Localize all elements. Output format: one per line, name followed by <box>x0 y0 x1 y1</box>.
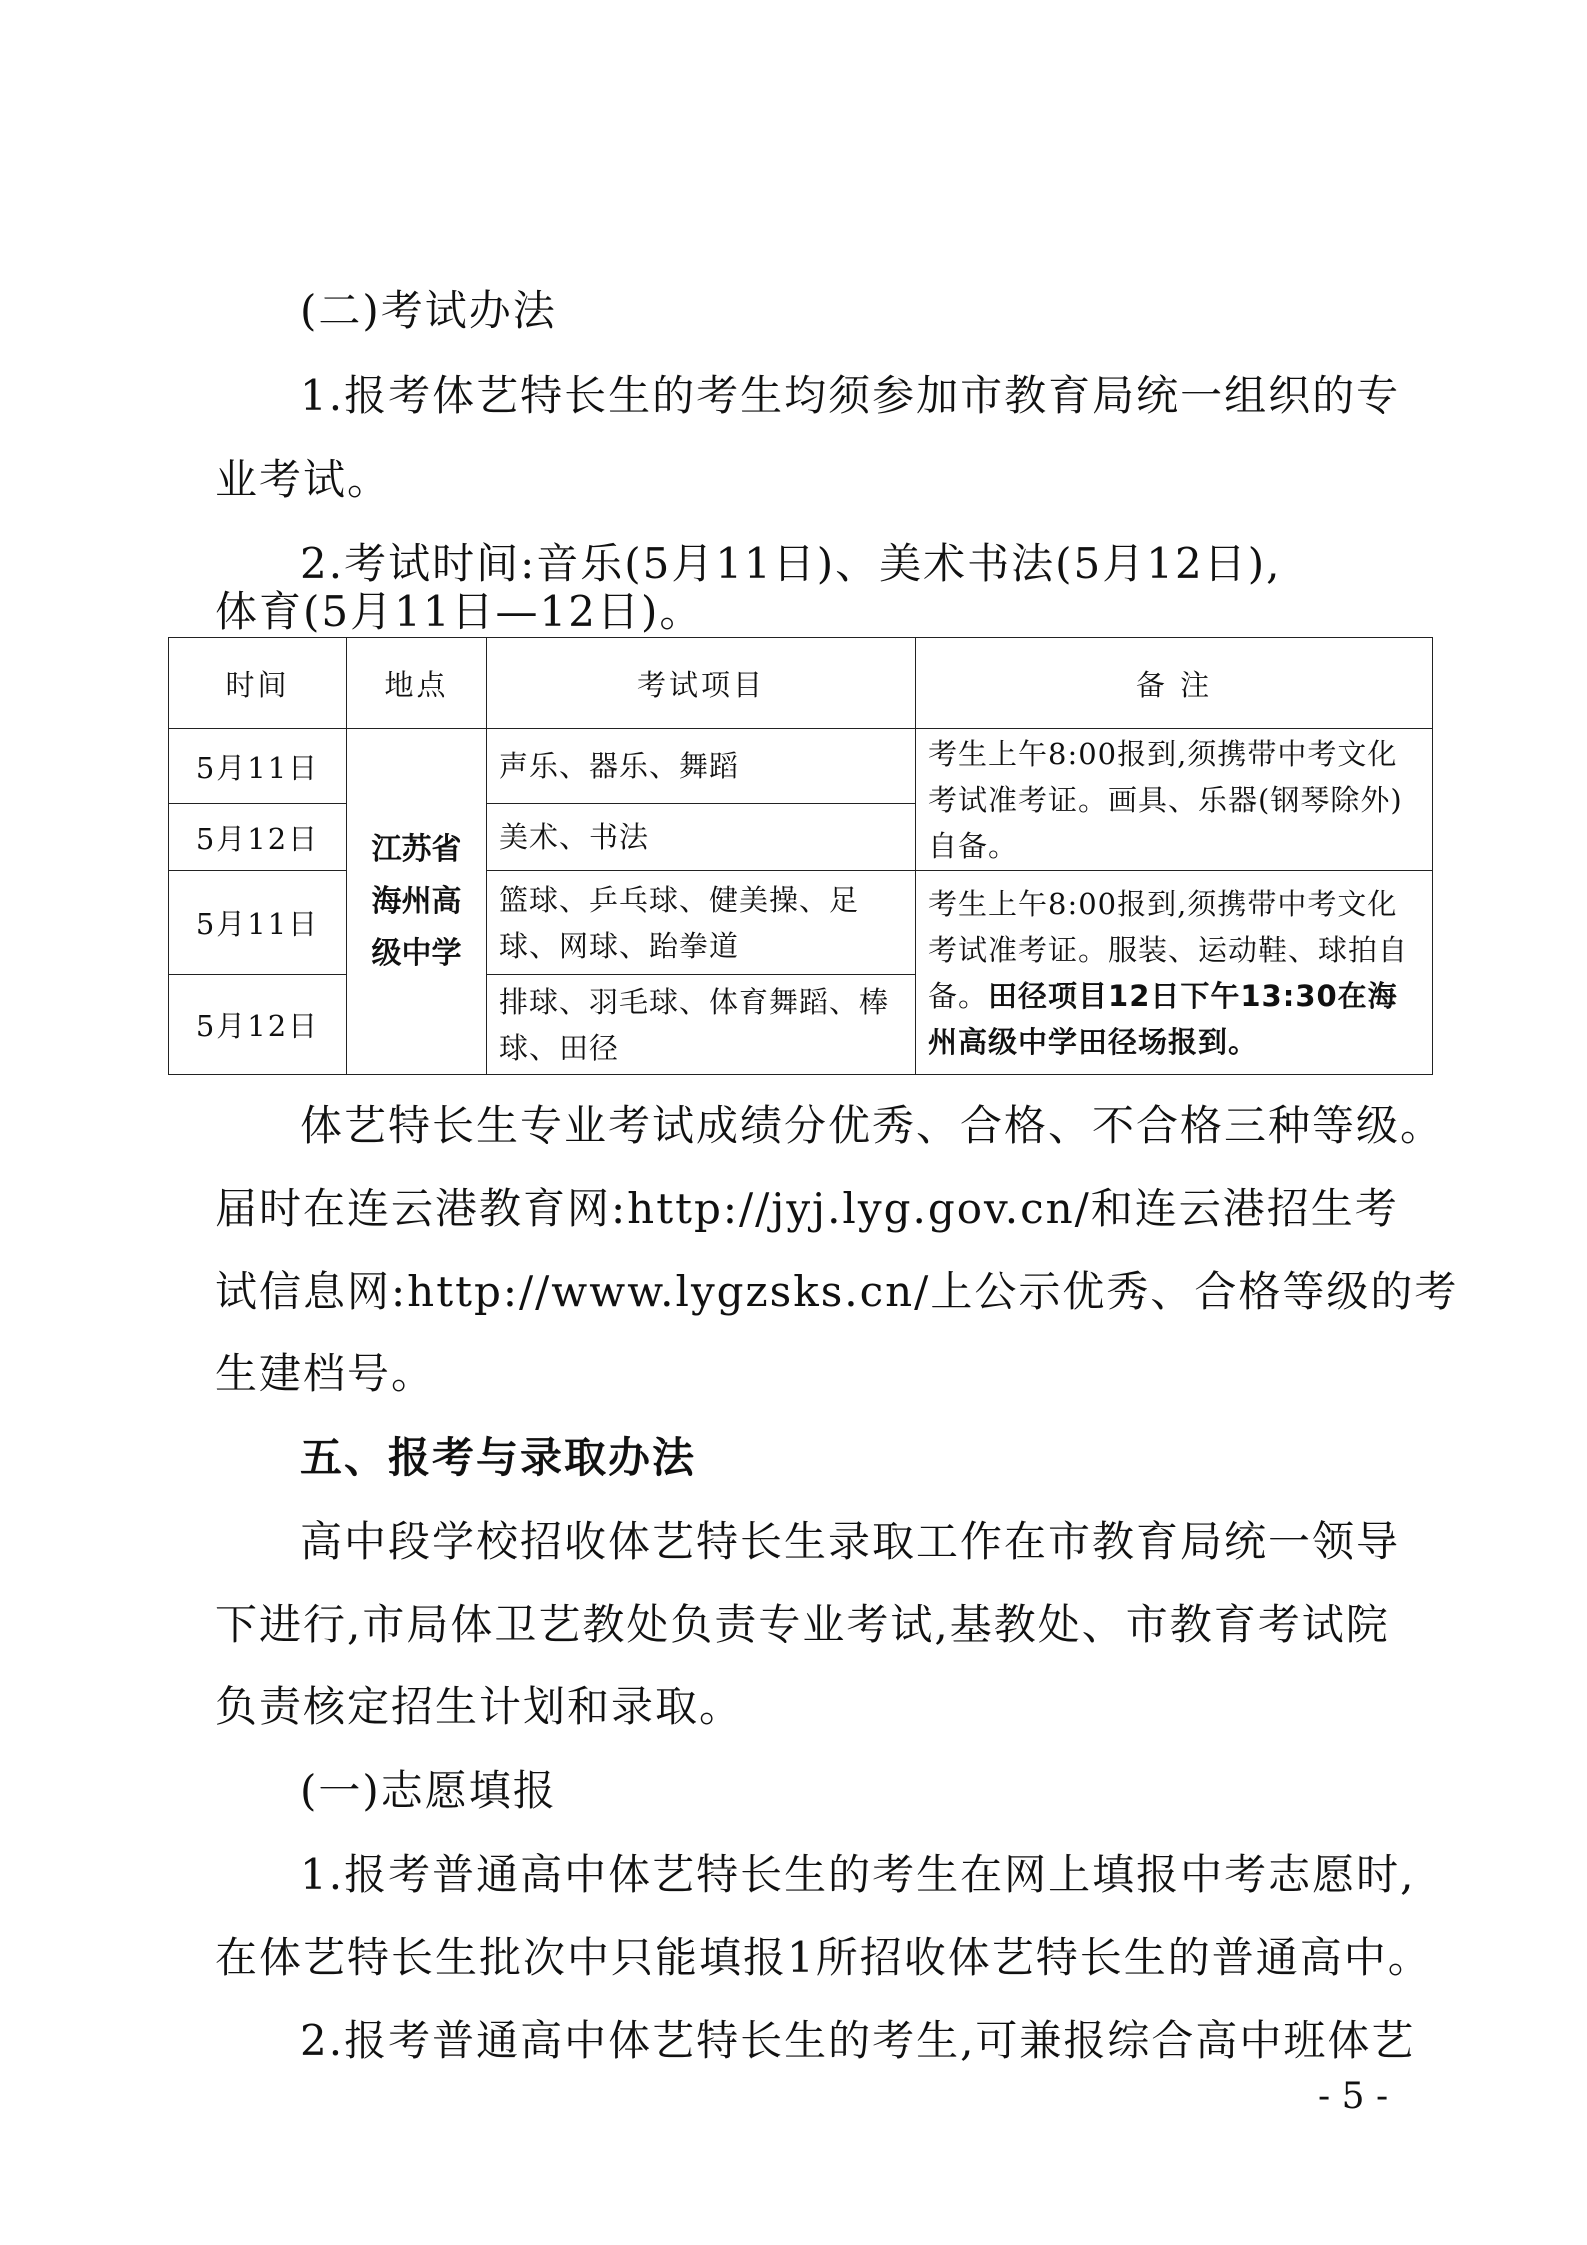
paragraph-line: 试信息网:http://www.lygzsks.cn/上公示优秀、合格等级的考 <box>215 1267 1459 1316</box>
table-header: 考试项目 <box>487 638 916 729</box>
paragraph-line: 下进行,市局体卫艺教处负责专业考试,基教处、市教育考试院 <box>215 1600 1390 1649</box>
paragraph-line: 2.考试时间:音乐(5月11日)、美术书法(5月12日), <box>300 539 1282 588</box>
page-number: - 5 - <box>1318 2076 1389 2117</box>
item-cell: 篮球、乒乓球、健美操、足球、网球、跆拳道 <box>487 871 916 975</box>
table-header: 备 注 <box>916 638 1433 729</box>
table-header: 地点 <box>347 638 487 729</box>
section-heading-registration: 五、报考与录取办法 <box>300 1433 697 1482</box>
note-cell: 考生上午8:00报到,须携带中考文化考试准考证。画具、乐器(钢琴除外)自备。 <box>916 729 1433 871</box>
date-cell: 5月11日 <box>169 729 347 804</box>
date-cell: 5月12日 <box>169 804 347 871</box>
paragraph-line: 届时在连云港教育网:http://jyj.lyg.gov.cn/和连云港招生考 <box>215 1184 1399 1233</box>
paragraph-line: 1.报考普通高中体艺特长生的考生在网上填报中考志愿时, <box>300 1850 1416 1899</box>
date-cell: 5月12日 <box>169 975 347 1075</box>
note-cell <box>916 871 1433 1075</box>
note-bold-text: 田径项目12日下午13:30在海州高级中学田径场报到。 <box>928 978 1398 1059</box>
paragraph-line: 体艺特长生专业考试成绩分优秀、合格、不合格三种等级。 <box>300 1101 1445 1150</box>
paragraph-line: 生建档号。 <box>215 1349 436 1398</box>
paragraph-line: 2.报考普通高中体艺特长生的考生,可兼报综合高中班体艺 <box>300 2016 1416 2065</box>
item-cell: 声乐、器乐、舞蹈 <box>487 729 916 804</box>
section-heading-application: (一)志愿填报 <box>300 1766 557 1815</box>
paragraph-line: 高中段学校招收体艺特长生录取工作在市教育局统一领导 <box>300 1517 1401 1566</box>
table-header: 时间 <box>169 638 347 729</box>
paragraph-line: 体育(5月11日—12日)。 <box>215 587 704 636</box>
note-plain-text: 考生上午8:00报到,须携带中考文化考试准考证。服装、运动鞋、球拍自备。 <box>928 886 1409 1013</box>
item-cell: 排球、羽毛球、体育舞蹈、棒球、田径 <box>487 975 916 1075</box>
date-cell: 5月11日 <box>169 871 347 975</box>
exam-schedule-table <box>168 637 1433 1075</box>
paragraph-line: 在体艺特长生批次中只能填报1所招收体艺特长生的普通高中。 <box>215 1933 1432 1982</box>
section-heading-exam-method: (二)考试办法 <box>300 286 557 335</box>
location-cell: 江苏省海州高级中学 <box>347 729 487 1075</box>
paragraph-line: 1.报考体艺特长生的考生均须参加市教育局统一组织的专 <box>300 371 1401 420</box>
paragraph-line: 业考试。 <box>215 455 392 504</box>
table-row <box>169 729 1433 804</box>
paragraph-line: 负责核定招生计划和录取。 <box>215 1682 744 1731</box>
item-cell: 美术、书法 <box>487 804 916 871</box>
